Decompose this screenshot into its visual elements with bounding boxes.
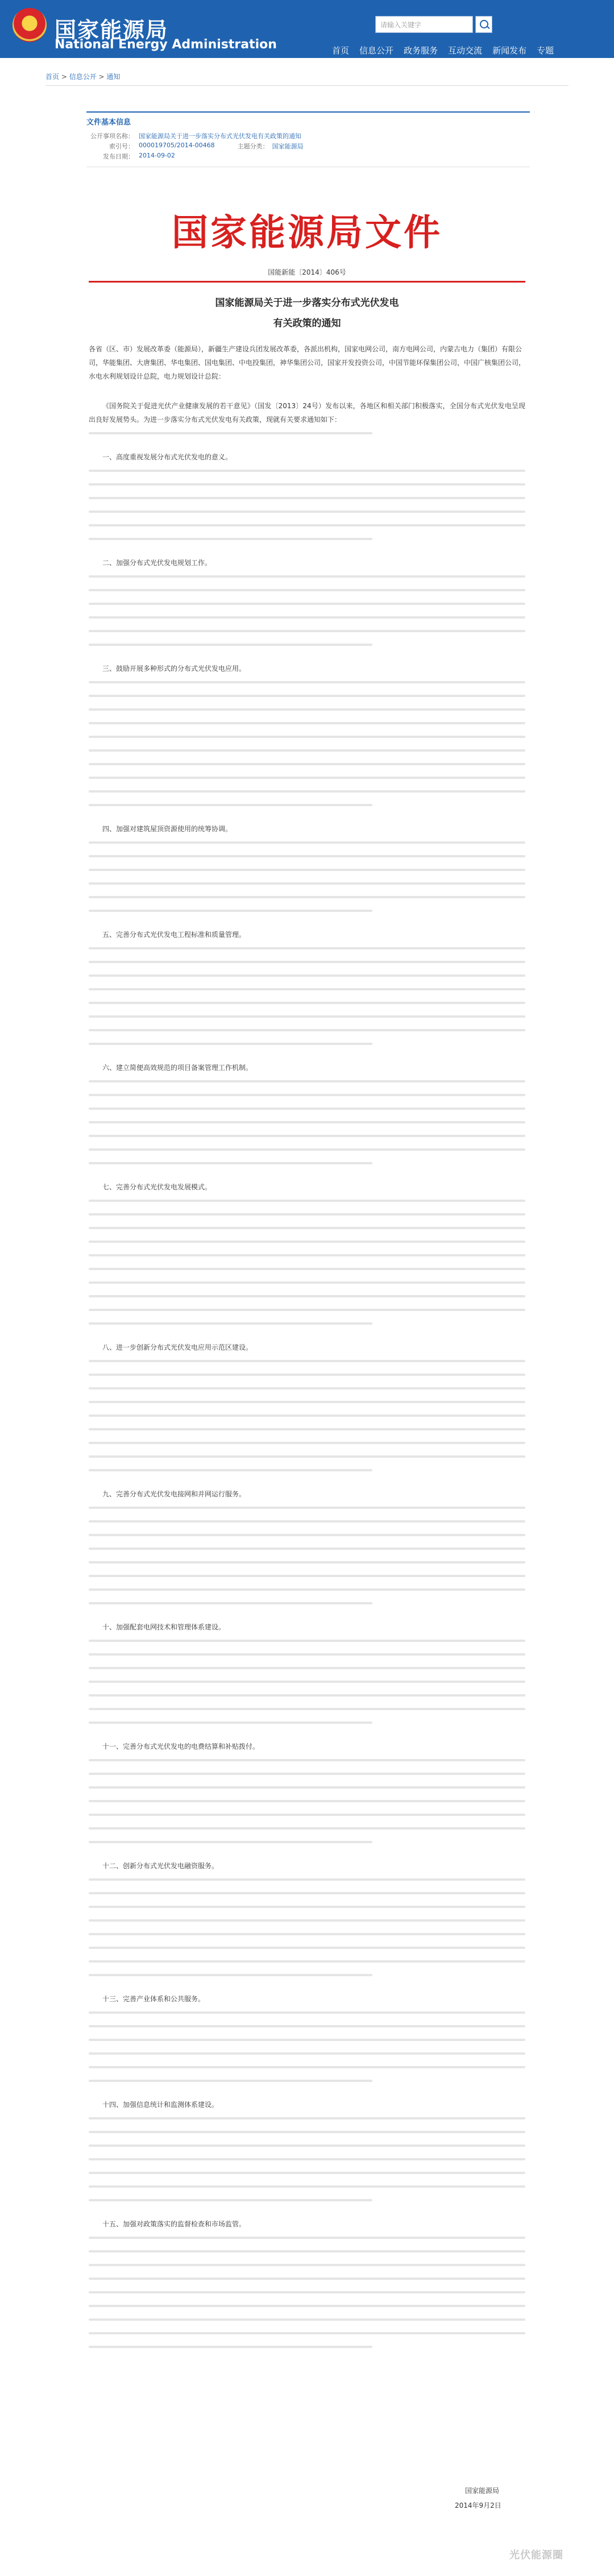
info-label: 主题分类： bbox=[237, 143, 269, 150]
text-line bbox=[89, 2326, 525, 2340]
text-line bbox=[89, 1409, 525, 1422]
text-line bbox=[89, 757, 525, 771]
main-nav bbox=[332, 44, 554, 56]
nav-item-interaction[interactable]: 互动交流 bbox=[448, 45, 483, 56]
text-line bbox=[89, 744, 525, 757]
section-heading: 七、完善分布式光伏发电发展模式。 bbox=[102, 1183, 212, 1191]
nav-item-topics[interactable]: 专题 bbox=[537, 45, 554, 56]
text-line bbox=[89, 426, 525, 440]
text-line bbox=[89, 2047, 525, 2060]
text-line bbox=[89, 1317, 525, 1330]
text-line bbox=[89, 1235, 525, 1248]
text-line bbox=[89, 1675, 525, 1689]
text-line bbox=[89, 1716, 525, 1729]
text-line bbox=[89, 1463, 525, 1477]
text-line bbox=[89, 1276, 525, 1289]
site-logo-cn[interactable]: 国家能源局 bbox=[55, 18, 169, 43]
section-paragraph bbox=[89, 1061, 525, 1170]
text-line bbox=[89, 955, 525, 969]
intro-paragraph bbox=[89, 399, 525, 440]
section-paragraph bbox=[89, 450, 525, 546]
section-heading: 四、加强对建筑屋顶资源使用的统筹协调。 bbox=[102, 825, 233, 833]
text-line bbox=[89, 583, 525, 597]
text-line bbox=[89, 1115, 525, 1129]
text-line bbox=[89, 1515, 525, 1528]
text-line bbox=[89, 1927, 525, 1941]
section-heading: 一、高度重视发展分布式光伏发电的意义。 bbox=[102, 453, 233, 461]
text-line bbox=[89, 570, 525, 583]
text-line bbox=[89, 1248, 525, 1262]
info-value: 国家能源局关于进一步落实分布式光伏发电有关政策的通知 bbox=[139, 132, 301, 140]
section-heading: 十四、加强信息统计和监测体系建设。 bbox=[102, 2101, 219, 2109]
text-line bbox=[89, 491, 525, 505]
text-line bbox=[89, 863, 525, 877]
section-heading: 五、完善分布式光伏发电工程标准和质量管理。 bbox=[102, 931, 246, 939]
section-paragraph bbox=[89, 1859, 525, 1982]
text-line bbox=[89, 2112, 525, 2125]
section-heading: 九、完善分布式光伏发电接网和并网运行服务。 bbox=[102, 1490, 246, 1498]
text-line bbox=[89, 1010, 525, 1023]
text-line bbox=[89, 505, 525, 518]
text-line bbox=[89, 1208, 525, 1221]
text-line bbox=[89, 2074, 525, 2088]
text-line bbox=[89, 2299, 525, 2313]
info-row bbox=[86, 131, 530, 142]
text-line bbox=[89, 1450, 525, 1463]
section-paragraph bbox=[89, 2217, 525, 2354]
text-line bbox=[89, 1221, 525, 1235]
text-line bbox=[89, 597, 525, 611]
search-icon[interactable] bbox=[475, 16, 492, 33]
text-line bbox=[89, 1289, 525, 1303]
info-row bbox=[86, 152, 530, 162]
text-line bbox=[89, 1753, 525, 1767]
text-line bbox=[89, 1596, 525, 1610]
section-heading: 十三、完善产业体系和公共服务。 bbox=[102, 1995, 205, 2003]
text-line bbox=[89, 2231, 525, 2245]
text-line bbox=[89, 1023, 525, 1037]
red-divider bbox=[89, 281, 525, 283]
text-line bbox=[89, 771, 525, 785]
text-line bbox=[89, 1941, 525, 1955]
section-heading: 十五、加强对政策落实的监督检查和市场监管。 bbox=[102, 2220, 246, 2228]
section-heading: 三、鼓励开展多种形式的分布式光伏发电应用。 bbox=[102, 665, 246, 673]
info-label: 索引号： bbox=[109, 143, 134, 150]
text-line bbox=[89, 1129, 525, 1143]
text-line bbox=[89, 1689, 525, 1702]
nav-item-home[interactable]: 首页 bbox=[332, 45, 350, 56]
national-emblem-icon bbox=[13, 8, 47, 42]
text-line bbox=[89, 2060, 525, 2074]
nav-item-news[interactable]: 新闻发布 bbox=[492, 45, 527, 56]
text-line bbox=[89, 730, 525, 744]
text-line bbox=[89, 798, 525, 812]
text-line bbox=[89, 941, 525, 955]
text-line bbox=[89, 1648, 525, 1661]
section-paragraph bbox=[89, 1341, 525, 1477]
text-line bbox=[89, 689, 525, 703]
document-heading: 国家能源局文件 bbox=[172, 211, 442, 254]
breadcrumb-home[interactable]: 首页 bbox=[45, 73, 60, 81]
text-line bbox=[89, 1569, 525, 1583]
section-paragraph bbox=[89, 1487, 525, 1610]
text-line bbox=[89, 624, 525, 638]
text-line bbox=[89, 1395, 525, 1409]
addressee: 各省（区、市）发展改革委（能源局），新疆生产建设兵团发展改革委，各派出机构，国家电网公司，南方电网公司，内蒙古电力（集团）有限公司，华能集团、大唐集团、华电集团、国电集团、中电投集团，神华集团公司，国家开发投资公司，中国节能环保集团公司，中国广核集团公司，水电水利规划设计总院，电力规划设计总院： bbox=[89, 345, 526, 380]
nav-item-info[interactable]: 信息公开 bbox=[359, 45, 394, 56]
text-line bbox=[89, 1822, 525, 1835]
text-line bbox=[89, 1634, 525, 1648]
paragraph-list bbox=[89, 450, 525, 2354]
text-line bbox=[89, 1873, 525, 1886]
text-line bbox=[89, 1102, 525, 1115]
document-number: 国能新能〔2014〕406号 bbox=[268, 268, 346, 276]
info-value: 2014-09-02 bbox=[139, 152, 175, 159]
section-paragraph bbox=[89, 1740, 525, 1849]
document-title-line-1: 国家能源局关于进一步落实分布式光伏发电 bbox=[215, 297, 399, 309]
text-line bbox=[89, 675, 525, 689]
text-line bbox=[89, 1914, 525, 1927]
text-line bbox=[89, 2245, 525, 2258]
text-line bbox=[89, 1886, 525, 1900]
text-line bbox=[89, 1808, 525, 1822]
text-line bbox=[89, 2152, 525, 2166]
section-heading: 十、加强配套电网技术和管理体系建设。 bbox=[102, 1623, 226, 1631]
text-line bbox=[89, 1156, 525, 1170]
text-line bbox=[89, 638, 525, 652]
text-line bbox=[89, 1555, 525, 1569]
text-line bbox=[89, 996, 525, 1010]
signature: 国家能源局 bbox=[465, 2487, 500, 2495]
section-paragraph bbox=[89, 2098, 525, 2207]
text-line bbox=[89, 2006, 525, 2019]
text-line bbox=[89, 982, 525, 996]
section-heading: 八、进一步创新分布式光伏发电应用示范区建设。 bbox=[102, 1343, 253, 1351]
text-line bbox=[89, 1767, 525, 1781]
section-paragraph bbox=[89, 1992, 525, 2088]
text-line bbox=[89, 1542, 525, 1555]
text-line bbox=[89, 703, 525, 716]
signature-date: 2014年9月2日 bbox=[455, 2502, 501, 2509]
text-line bbox=[89, 1037, 525, 1051]
text-line bbox=[89, 836, 525, 849]
text-line bbox=[89, 1702, 525, 1716]
section-paragraph bbox=[89, 822, 525, 918]
text-line bbox=[89, 532, 525, 546]
info-value: 国家能源局 bbox=[272, 143, 304, 150]
text-line bbox=[89, 969, 525, 982]
text-line bbox=[89, 2258, 525, 2272]
file-info-panel bbox=[86, 111, 530, 167]
document-body bbox=[89, 342, 525, 2364]
text-line bbox=[89, 1900, 525, 1914]
text-line bbox=[89, 1501, 525, 1515]
text-line bbox=[89, 1436, 525, 1450]
text-line bbox=[89, 518, 525, 532]
text-line bbox=[89, 1368, 525, 1382]
section-heading: 六、建立简便高效规范的项目备案管理工作机制。 bbox=[102, 1064, 253, 1072]
breadcrumb-divider bbox=[45, 85, 569, 86]
section-paragraph bbox=[89, 1620, 525, 1729]
search-input[interactable]: 请输入关键字 bbox=[375, 16, 473, 33]
section-paragraph bbox=[89, 662, 525, 812]
intro-text: 《国务院关于促进光伏产业健康发展的若干意见》（国发〔2013〕24号）发布以来，各地区和相关部门积极落实，全国分布式光伏发电呈现出良好发展势头。为进一步落实分布式光伏发电有关政策，现就有关要求通知如下： bbox=[89, 402, 525, 424]
text-line bbox=[89, 2139, 525, 2152]
text-line bbox=[89, 785, 525, 798]
text-line bbox=[89, 1661, 525, 1675]
text-line bbox=[89, 890, 525, 904]
text-line bbox=[89, 2125, 525, 2139]
section-paragraph bbox=[89, 1180, 525, 1330]
section-paragraph bbox=[89, 928, 525, 1051]
file-info-title: 文件基本信息 bbox=[86, 118, 131, 127]
text-line bbox=[89, 464, 525, 478]
text-line bbox=[89, 2285, 525, 2299]
text-line bbox=[89, 716, 525, 730]
text-line bbox=[89, 2166, 525, 2180]
breadcrumb-notice[interactable]: 通知 bbox=[106, 73, 121, 81]
text-line bbox=[89, 849, 525, 863]
text-line bbox=[89, 877, 525, 890]
text-line bbox=[89, 2033, 525, 2047]
text-line bbox=[89, 1354, 525, 1368]
info-label: 公开事项名称： bbox=[90, 132, 134, 140]
text-line bbox=[89, 2019, 525, 2033]
breadcrumb: 首页 > 信息公开 > 通知 bbox=[45, 73, 121, 81]
text-line bbox=[89, 1955, 525, 1968]
text-line bbox=[89, 1262, 525, 1276]
section-heading: 十一、完善分布式光伏发电的电费结算和补贴拨付。 bbox=[102, 1743, 260, 1750]
text-line bbox=[89, 1968, 525, 1982]
info-label: 发布日期： bbox=[103, 153, 134, 160]
text-line bbox=[89, 2272, 525, 2285]
text-line bbox=[89, 1528, 525, 1542]
text-line bbox=[89, 1781, 525, 1794]
text-line bbox=[89, 1088, 525, 1102]
text-line bbox=[89, 1583, 525, 1596]
text-line bbox=[89, 611, 525, 624]
text-line bbox=[89, 904, 525, 918]
text-line bbox=[89, 1143, 525, 1156]
text-line bbox=[89, 1303, 525, 1317]
section-heading: 二、加强分布式光伏发电规划工作。 bbox=[102, 559, 212, 567]
section-paragraph bbox=[89, 556, 525, 652]
text-line bbox=[89, 1794, 525, 1808]
text-line bbox=[89, 478, 525, 491]
site-header bbox=[0, 0, 614, 58]
text-line bbox=[89, 1382, 525, 1395]
nav-item-service[interactable]: 政务服务 bbox=[404, 45, 438, 56]
text-line bbox=[89, 1194, 525, 1208]
breadcrumb-info[interactable]: 信息公开 bbox=[69, 73, 97, 81]
info-row bbox=[86, 142, 530, 152]
info-value: 000019705/2014-00468 bbox=[139, 142, 215, 149]
section-heading: 十二、创新分布式光伏发电融资服务。 bbox=[102, 1862, 219, 1870]
text-line bbox=[89, 2180, 525, 2193]
text-line bbox=[89, 1835, 525, 1849]
text-line bbox=[89, 1075, 525, 1088]
text-line bbox=[89, 2340, 525, 2354]
text-line bbox=[89, 2313, 525, 2326]
text-line bbox=[89, 2193, 525, 2207]
text-line bbox=[89, 1422, 525, 1436]
watermark: 光伏能源圈 bbox=[509, 2549, 563, 2561]
document-title-line-2: 有关政策的通知 bbox=[273, 318, 341, 329]
site-logo-en: National Energy Administration bbox=[55, 38, 277, 52]
